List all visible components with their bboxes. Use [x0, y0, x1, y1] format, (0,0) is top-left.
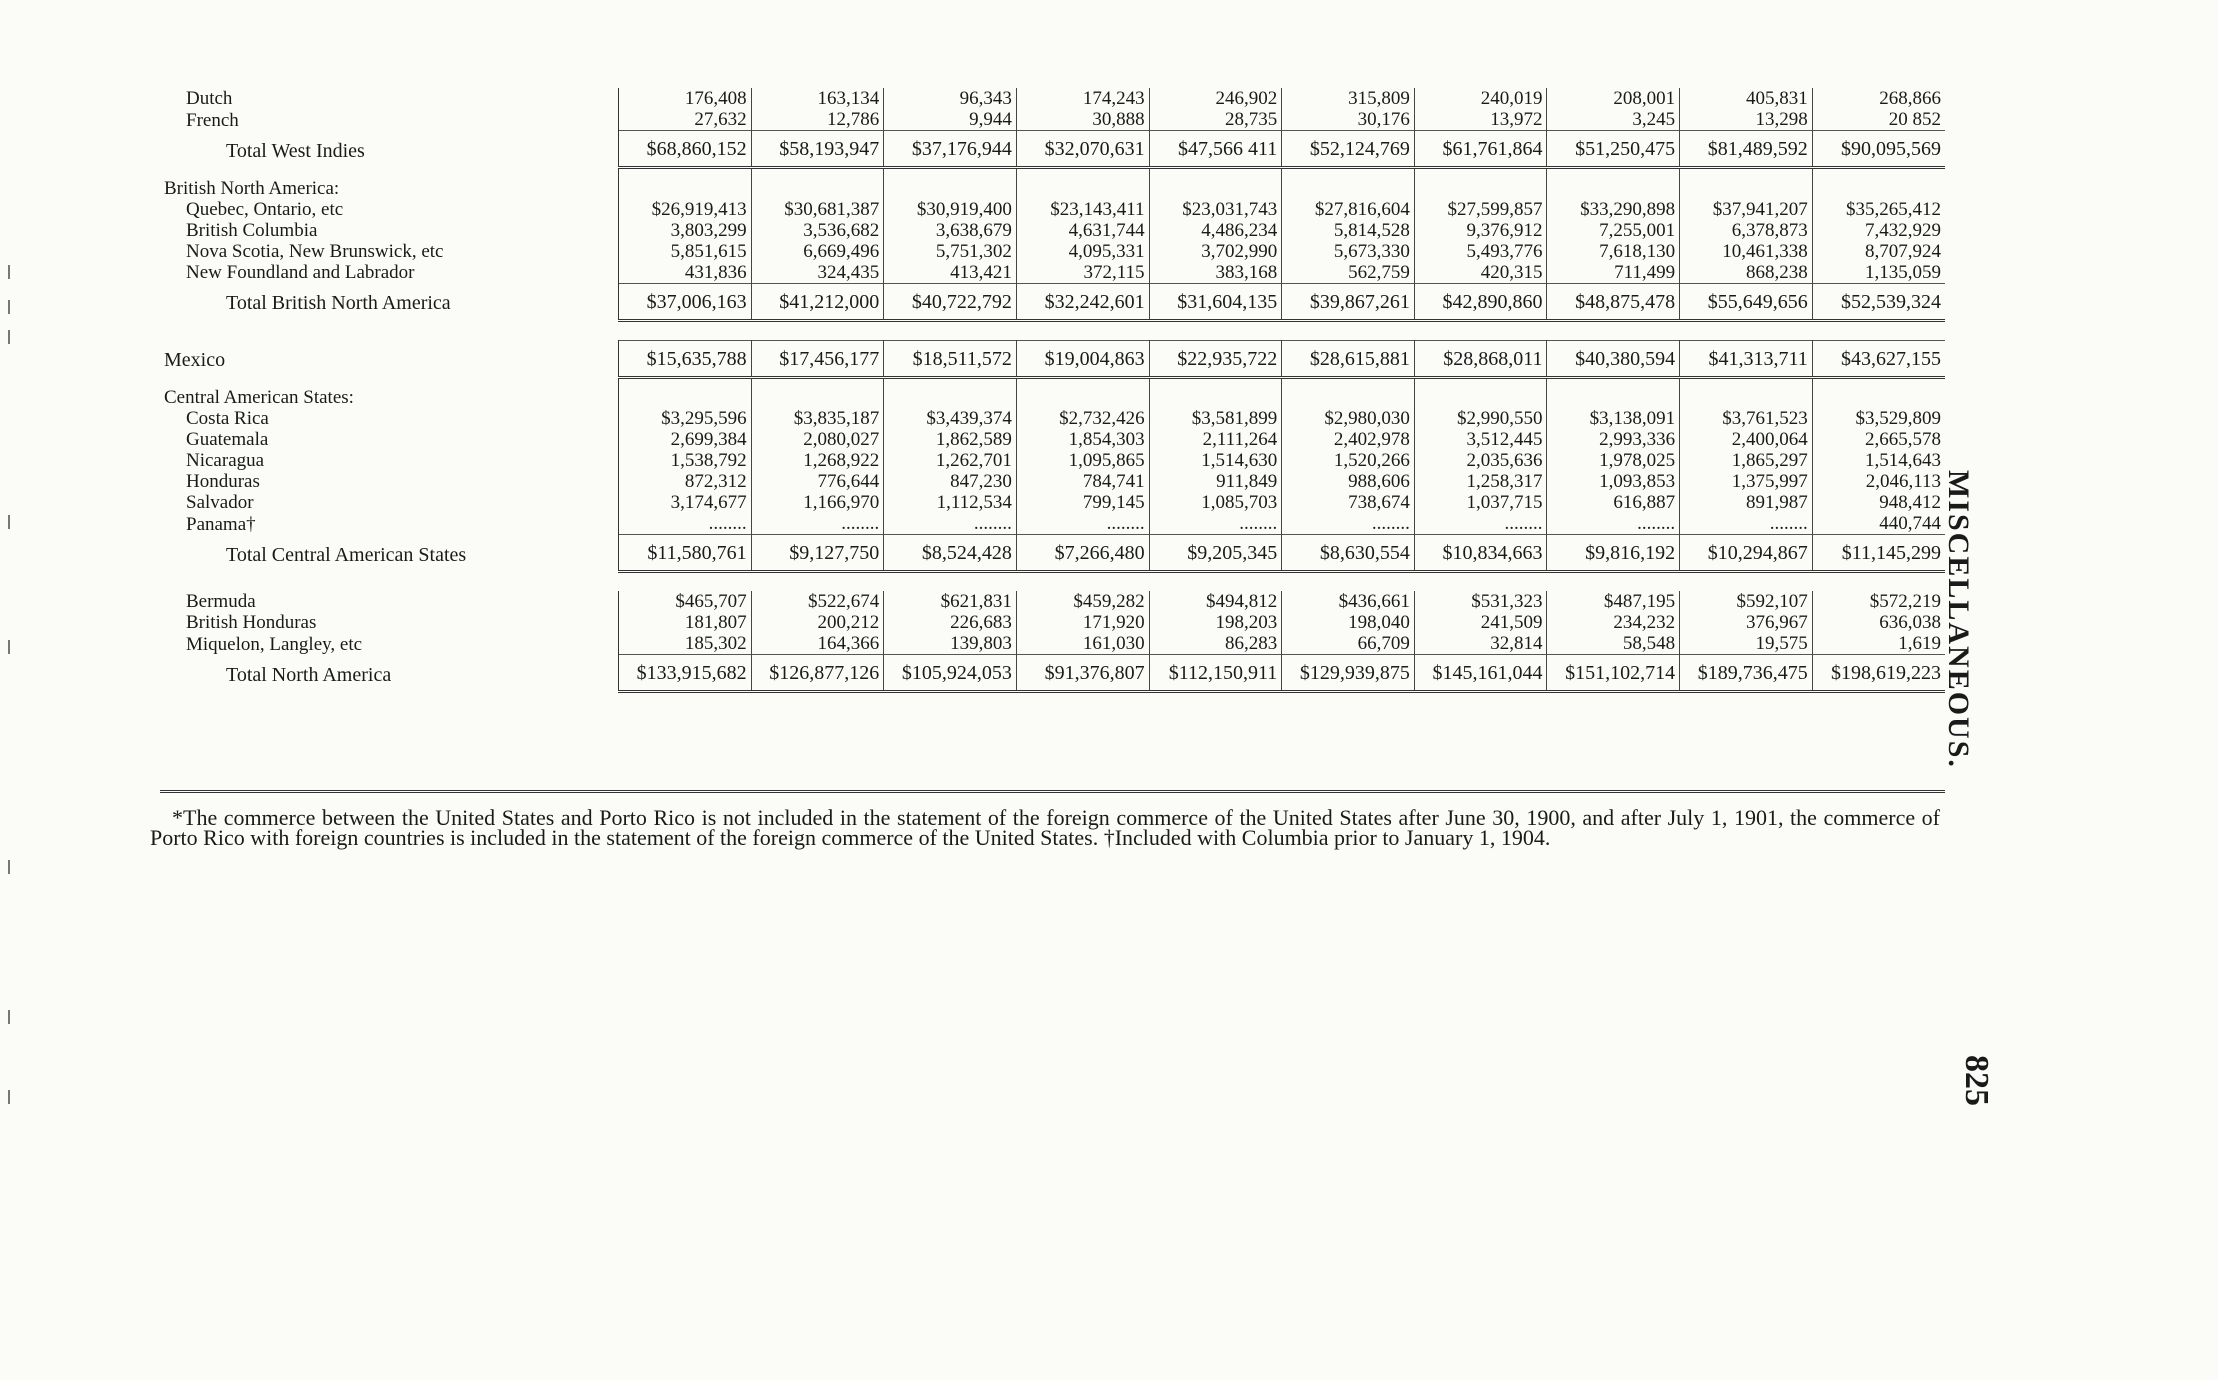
value-cell: 5,814,528: [1282, 220, 1415, 241]
value-cell: $47,566 411: [1149, 131, 1282, 168]
value-cell: $7,266,480: [1016, 535, 1149, 572]
table-row: [160, 633, 1945, 655]
value-cell: $42,890,860: [1414, 283, 1547, 320]
value-cell: $37,941,207: [1680, 199, 1813, 220]
value-cell: $145,161,044: [1414, 655, 1547, 692]
value-cell: ........: [751, 513, 884, 535]
row-label: British Columbia: [160, 220, 619, 241]
value-cell: 3,512,445: [1414, 429, 1547, 450]
value-cell: 139,803: [884, 633, 1017, 655]
value-cell: $522,674: [751, 591, 884, 612]
value-cell: $40,722,792: [884, 283, 1017, 320]
value-cell: 1,862,589: [884, 429, 1017, 450]
value-cell: 1,258,317: [1414, 471, 1547, 492]
value-cell: $39,867,261: [1282, 283, 1415, 320]
value-cell: $40,380,594: [1547, 340, 1680, 377]
value-cell: 3,174,677: [619, 492, 752, 513]
margin-mark: [8, 300, 10, 314]
value-cell: 1,619: [1898, 633, 1941, 654]
value-cell: 66,709: [1282, 633, 1415, 655]
value-cell: $3,295,596: [619, 408, 752, 429]
table-row: [160, 591, 1945, 612]
value-cell: 1,375,997: [1680, 471, 1813, 492]
value-cell: 226,683: [884, 612, 1017, 633]
value-cell: 1,520,266: [1282, 450, 1415, 471]
value-cell: 1,135,059: [1865, 261, 1941, 283]
value-cell: $10,294,867: [1680, 535, 1813, 572]
value-cell: 86,283: [1149, 633, 1282, 655]
value-cell: 2,400,064: [1680, 429, 1813, 450]
row-label: British Honduras: [160, 612, 619, 633]
value-cell: 5,851,615: [619, 241, 752, 262]
value-cell: $37,006,163: [619, 283, 752, 320]
total-row: [160, 131, 1945, 168]
value-cell: 383,168: [1149, 262, 1282, 284]
value-cell: $58,193,947: [751, 131, 884, 168]
value-cell: $37,176,944: [884, 131, 1017, 168]
spacer-cell: [160, 320, 1945, 340]
value-cell: 868,238: [1680, 262, 1813, 284]
value-cell: $2,980,030: [1282, 408, 1415, 429]
spacer-row: [160, 320, 1945, 340]
value-cell: 20 852: [1888, 109, 1941, 130]
value-cell: $531,323: [1414, 591, 1547, 612]
value-cell: 58,548: [1547, 633, 1680, 655]
value-cell: $8,630,554: [1282, 535, 1415, 572]
table-row: [160, 408, 1945, 429]
row-label: Panama†: [160, 513, 619, 535]
empty-cell: [1414, 168, 1547, 199]
value-cell: $112,150,911: [1149, 655, 1282, 692]
value-cell: 13,972: [1414, 109, 1547, 131]
value-cell: 1,112,534: [884, 492, 1017, 513]
value-cell: $31,604,135: [1149, 283, 1282, 320]
value-cell: 176,408: [619, 88, 752, 109]
row-label: Bermuda: [160, 591, 619, 612]
margin-mark: [8, 1090, 10, 1104]
group-heading-row: [160, 168, 1945, 199]
table-row: [160, 429, 1945, 450]
group-heading-row: [160, 377, 1945, 408]
row-label: Total North America: [160, 655, 619, 692]
value-cell: 240,019: [1414, 88, 1547, 109]
value-cell: $41,313,711: [1680, 340, 1813, 377]
margin-mark: [8, 330, 10, 344]
value-cell: 1,514,630: [1149, 450, 1282, 471]
value-cell: $52,539,324: [1812, 283, 1945, 320]
value-cell: 198,203: [1149, 612, 1282, 633]
value-cell: $22,935,722: [1149, 340, 1282, 377]
value-cell: $55,649,656: [1680, 283, 1813, 320]
value-cell: $48,875,478: [1547, 283, 1680, 320]
value-cell: 948,412: [1879, 492, 1941, 513]
value-cell: 2,665,578: [1865, 429, 1941, 450]
value-cell: $91,376,807: [1016, 655, 1149, 692]
value-cell: $30,681,387: [751, 199, 884, 220]
value-cell: 6,669,496: [751, 241, 884, 262]
value-cell: 241,509: [1414, 612, 1547, 633]
side-title: MISCELLANEOUS.: [1942, 470, 1975, 769]
value-cell: 1,085,703: [1149, 492, 1282, 513]
table-row: [160, 109, 1945, 131]
value-cell: $81,489,592: [1680, 131, 1813, 168]
value-cell: 1,095,865: [1016, 450, 1149, 471]
value-cell: $572,219: [1869, 591, 1941, 612]
value-cell: 2,402,978: [1282, 429, 1415, 450]
value-cell: 174,243: [1016, 88, 1149, 109]
value-cell: $3,835,187: [751, 408, 884, 429]
value-cell: 562,759: [1282, 262, 1415, 284]
value-cell: $43,627,155: [1812, 340, 1945, 377]
table-row: [160, 220, 1945, 241]
value-cell: 12,786: [751, 109, 884, 131]
empty-cell: [1547, 377, 1680, 408]
value-cell: ........: [1282, 513, 1415, 535]
row-label: Quebec, Ontario, etc: [160, 199, 619, 220]
value-cell: 616,887: [1547, 492, 1680, 513]
total-row: [160, 283, 1945, 320]
value-cell: $494,812: [1149, 591, 1282, 612]
value-cell: 1,978,025: [1547, 450, 1680, 471]
value-cell: 6,378,873: [1680, 220, 1813, 241]
value-cell: 30,176: [1282, 109, 1415, 131]
table-row: [160, 513, 1945, 535]
total-row: [160, 655, 1945, 692]
value-cell: 1,037,715: [1414, 492, 1547, 513]
empty-cell: [1547, 168, 1680, 199]
empty-cell: [884, 377, 1017, 408]
value-cell: 7,255,001: [1547, 220, 1680, 241]
empty-cell: [1016, 377, 1149, 408]
value-cell: $465,707: [619, 591, 752, 612]
value-cell: 7,618,130: [1547, 241, 1680, 262]
value-cell: 738,674: [1282, 492, 1415, 513]
value-cell: $33,290,898: [1547, 199, 1680, 220]
value-cell: $105,924,053: [884, 655, 1017, 692]
value-cell: $487,195: [1547, 591, 1680, 612]
value-cell: 3,803,299: [619, 220, 752, 241]
table-row: [160, 612, 1945, 633]
value-cell: 4,095,331: [1016, 241, 1149, 262]
value-cell: $592,107: [1680, 591, 1813, 612]
empty-cell: [1282, 168, 1415, 199]
value-cell: $90,095,569: [1812, 131, 1945, 168]
value-cell: 784,741: [1016, 471, 1149, 492]
empty-cell: [1680, 377, 1813, 408]
value-cell: 1,093,853: [1547, 471, 1680, 492]
value-cell: 4,631,744: [1016, 220, 1149, 241]
value-cell: 2,035,636: [1414, 450, 1547, 471]
value-cell: 208,001: [1547, 88, 1680, 109]
table-row: [160, 450, 1945, 471]
row-label: Guatemala: [160, 429, 619, 450]
margin-mark: [8, 265, 10, 279]
value-cell: ........: [884, 513, 1017, 535]
row-label: French: [160, 109, 619, 131]
row-label: Costa Rica: [160, 408, 619, 429]
footnote-text: *The commerce between the United States and Porto Rico is not included in the statement of the foreign commerce of the United States after June 30, 1900, and after July 1, 1901, the commerce of Porto Rico with foreign countries is included in the statement of the foreign commerce of the United States. †Included with Columbia prior to January 1, 1904.: [150, 805, 1940, 850]
value-cell: 185,302: [619, 633, 752, 655]
empty-cell: [1812, 377, 1945, 408]
value-cell: $2,732,426: [1016, 408, 1149, 429]
value-cell: $9,127,750: [751, 535, 884, 572]
value-cell: $51,250,475: [1547, 131, 1680, 168]
value-cell: 431,836: [619, 262, 752, 284]
margin-mark: [8, 640, 10, 654]
value-cell: $10,834,663: [1414, 535, 1547, 572]
value-cell: 246,902: [1149, 88, 1282, 109]
value-cell: 5,673,330: [1282, 241, 1415, 262]
empty-cell: [1016, 168, 1149, 199]
value-cell: $19,004,863: [1016, 340, 1149, 377]
value-cell: 163,134: [751, 88, 884, 109]
value-cell: 5,751,302: [884, 241, 1017, 262]
value-cell: 3,638,679: [884, 220, 1017, 241]
value-cell: 2,080,027: [751, 429, 884, 450]
footnote: [150, 805, 1940, 850]
value-cell: $23,031,743: [1149, 199, 1282, 220]
value-cell: $9,205,345: [1149, 535, 1282, 572]
value-cell: $28,615,881: [1282, 340, 1415, 377]
value-cell: $27,816,604: [1282, 199, 1415, 220]
table-row: [160, 492, 1945, 513]
value-cell: 2,111,264: [1149, 429, 1282, 450]
empty-cell: [619, 377, 752, 408]
value-cell: 198,040: [1282, 612, 1415, 633]
value-cell: $8,524,428: [884, 535, 1017, 572]
value-cell: 636,038: [1879, 612, 1941, 633]
row-label: British North America:: [160, 168, 619, 199]
table-row: [160, 262, 1945, 284]
value-cell: ........: [1680, 513, 1813, 535]
value-cell: ........: [1016, 513, 1149, 535]
value-cell: $3,529,809: [1855, 408, 1941, 429]
value-cell: $26,919,413: [619, 199, 752, 220]
value-cell: 28,735: [1149, 109, 1282, 131]
value-cell: 8,707,924: [1865, 240, 1941, 262]
table-row: [160, 241, 1945, 262]
value-cell: 315,809: [1282, 88, 1415, 109]
value-cell: $2,990,550: [1414, 408, 1547, 429]
value-cell: 164,366: [751, 633, 884, 655]
value-cell: $436,661: [1282, 591, 1415, 612]
empty-cell: [751, 168, 884, 199]
value-cell: $35,265,412: [1846, 198, 1941, 220]
value-cell: $17,456,177: [751, 340, 884, 377]
value-cell: 440,744: [1879, 513, 1941, 534]
table-row: [160, 88, 1945, 109]
value-cell: 1,262,701: [884, 450, 1017, 471]
row-label: Miquelon, Langley, etc: [160, 633, 619, 655]
value-cell: 1,166,970: [751, 492, 884, 513]
value-cell: 872,312: [619, 471, 752, 492]
total-row: [160, 340, 1945, 377]
value-cell: $28,868,011: [1414, 340, 1547, 377]
value-cell: 799,145: [1016, 492, 1149, 513]
value-cell: $133,915,682: [619, 655, 752, 692]
row-label: New Foundland and Labrador: [160, 262, 619, 284]
value-cell: 376,967: [1680, 612, 1813, 633]
value-cell: $68,860,152: [619, 131, 752, 168]
value-cell: $3,439,374: [884, 408, 1017, 429]
value-cell: 1,854,303: [1016, 429, 1149, 450]
value-cell: 776,644: [751, 471, 884, 492]
value-cell: 161,030: [1016, 633, 1149, 655]
empty-cell: [1149, 377, 1282, 408]
value-cell: $3,138,091: [1547, 408, 1680, 429]
row-label: Honduras: [160, 471, 619, 492]
value-cell: 19,575: [1680, 633, 1813, 655]
value-cell: 2,699,384: [619, 429, 752, 450]
empty-cell: [1680, 168, 1813, 199]
value-cell: $11,145,299: [1812, 535, 1945, 572]
value-cell: 3,536,682: [751, 220, 884, 241]
value-cell: $189,736,475: [1680, 655, 1813, 692]
value-cell: 5,493,776: [1414, 241, 1547, 262]
row-label: Salvador: [160, 492, 619, 513]
value-cell: 268,866: [1879, 88, 1941, 109]
value-cell: 234,232: [1547, 612, 1680, 633]
value-cell: $3,581,899: [1149, 408, 1282, 429]
value-cell: 3,245: [1547, 109, 1680, 131]
value-cell: 10,461,338: [1680, 241, 1813, 262]
value-cell: 324,435: [751, 262, 884, 284]
value-cell: 171,920: [1016, 612, 1149, 633]
value-cell: $3,761,523: [1680, 408, 1813, 429]
value-cell: 3,702,990: [1149, 241, 1282, 262]
value-cell: 405,831: [1680, 88, 1813, 109]
value-cell: $129,939,875: [1282, 655, 1415, 692]
page-number: 825: [1958, 1055, 1995, 1106]
empty-cell: [1812, 168, 1945, 199]
value-cell: $151,102,714: [1547, 655, 1680, 692]
value-cell: $198,619,223: [1812, 655, 1945, 692]
value-cell: $459,282: [1016, 591, 1149, 612]
value-cell: $30,919,400: [884, 199, 1017, 220]
value-cell: ........: [619, 513, 752, 535]
value-cell: $27,599,857: [1414, 199, 1547, 220]
value-cell: $18,511,572: [884, 340, 1017, 377]
total-row: [160, 535, 1945, 572]
empty-cell: [1282, 377, 1415, 408]
value-cell: 2,046,113: [1865, 471, 1941, 492]
value-cell: 711,499: [1547, 262, 1680, 284]
value-cell: 1,865,297: [1680, 450, 1813, 471]
row-label: Total West Indies: [160, 131, 619, 168]
value-cell: 891,987: [1680, 492, 1813, 513]
value-cell: 30,888: [1016, 109, 1149, 131]
value-cell: $41,212,000: [751, 283, 884, 320]
value-cell: 13,298: [1680, 109, 1813, 131]
table-row: [160, 199, 1945, 220]
value-cell: $52,124,769: [1282, 131, 1415, 168]
value-cell: 847,230: [884, 471, 1017, 492]
empty-cell: [884, 168, 1017, 199]
value-cell: 988,606: [1282, 471, 1415, 492]
value-cell: 1,514,643: [1865, 450, 1941, 471]
value-cell: ........: [1547, 513, 1680, 535]
row-label: Total British North America: [160, 283, 619, 320]
value-cell: 32,814: [1414, 633, 1547, 655]
row-label: Mexico: [160, 340, 619, 377]
value-cell: $9,816,192: [1547, 535, 1680, 572]
value-cell: 200,212: [751, 612, 884, 633]
value-cell: $32,070,631: [1016, 131, 1149, 168]
value-cell: $11,580,761: [619, 535, 752, 572]
table-body: [160, 88, 1945, 692]
value-cell: 27,632: [619, 109, 752, 131]
value-cell: ........: [1149, 513, 1282, 535]
margin-mark: [8, 1010, 10, 1024]
spacer-cell: [160, 572, 1945, 592]
value-cell: $621,831: [884, 591, 1017, 612]
table-closing-rule: [160, 790, 1945, 793]
value-cell: 413,421: [884, 262, 1017, 284]
value-cell: $23,143,411: [1016, 199, 1149, 220]
table-row: [160, 471, 1945, 492]
value-cell: ........: [1414, 513, 1547, 535]
empty-cell: [619, 168, 752, 199]
statistics-table-container: [160, 88, 1945, 693]
value-cell: 420,315: [1414, 262, 1547, 284]
value-cell: 9,376,912: [1414, 220, 1547, 241]
value-cell: 1,268,922: [751, 450, 884, 471]
value-cell: 1,538,792: [619, 450, 752, 471]
value-cell: $15,635,788: [619, 340, 752, 377]
value-cell: 7,432,929: [1865, 219, 1941, 241]
value-cell: 372,115: [1016, 262, 1149, 284]
margin-mark: [8, 515, 10, 529]
foreign-commerce-table: [160, 88, 1945, 693]
row-label: Nova Scotia, New Brunswick, etc: [160, 241, 619, 262]
row-label: Dutch: [160, 88, 619, 109]
value-cell: $32,242,601: [1016, 283, 1149, 320]
row-label: Total Central American States: [160, 535, 619, 572]
value-cell: 2,993,336: [1547, 429, 1680, 450]
empty-cell: [1414, 377, 1547, 408]
empty-cell: [751, 377, 884, 408]
value-cell: 181,807: [619, 612, 752, 633]
value-cell: 96,343: [884, 88, 1017, 109]
row-label: Nicaragua: [160, 450, 619, 471]
value-cell: $126,877,126: [751, 655, 884, 692]
spacer-row: [160, 572, 1945, 592]
value-cell: 911,849: [1149, 471, 1282, 492]
row-label: Central American States:: [160, 377, 619, 408]
empty-cell: [1149, 168, 1282, 199]
margin-mark: [8, 860, 10, 874]
value-cell: 4,486,234: [1149, 220, 1282, 241]
value-cell: $61,761,864: [1414, 131, 1547, 168]
value-cell: 9,944: [884, 109, 1017, 131]
